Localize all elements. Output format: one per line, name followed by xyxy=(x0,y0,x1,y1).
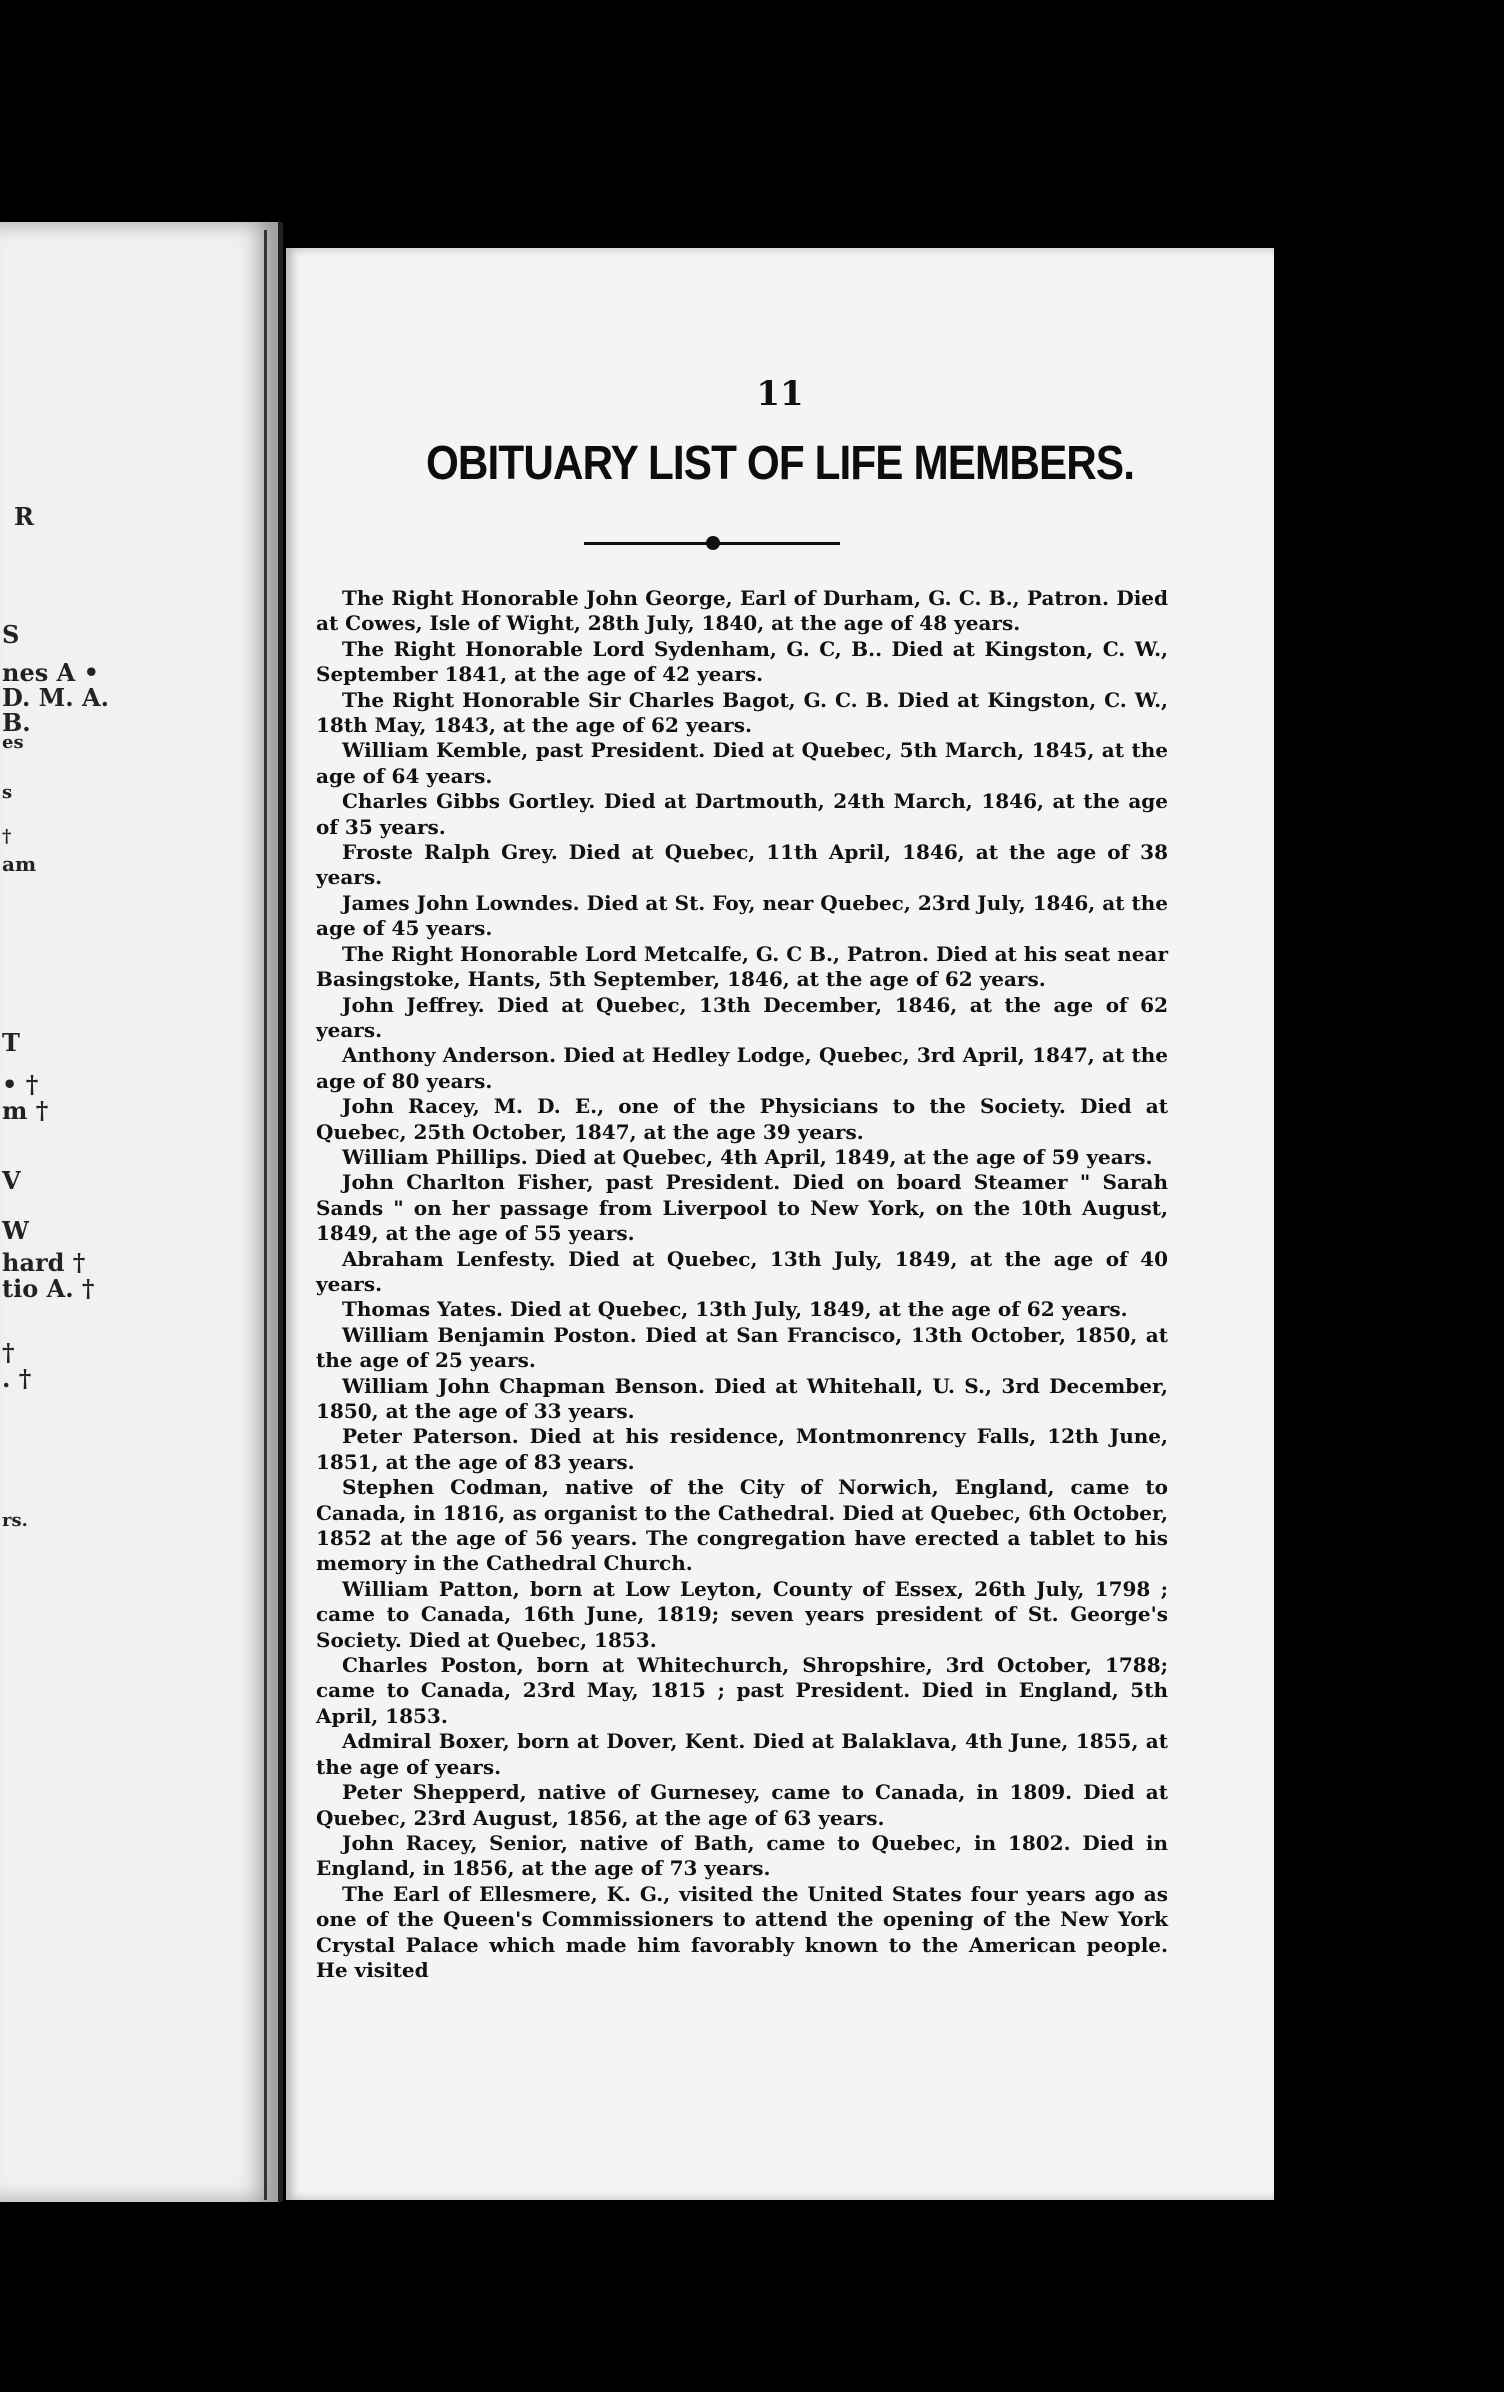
obituary-entry: The Earl of Ellesmere, K. G., visited the United States four years ago as one of the Queen's Commissioners to attend the opening of the New York Crystal Palace which made him favorably known to the American people. He visited xyxy=(316,1881,1168,1982)
left-fragment: am xyxy=(2,852,37,876)
obituary-entry: Charles Poston, born at Whitechurch, Shropshire, 3rd October, 1788; came to Canada, 23rd May, 1815 ; past President. Died in England, 5th April, 1853. xyxy=(316,1653,1168,1728)
left-fragment: es xyxy=(2,732,24,753)
left-fragment: m † xyxy=(2,1096,49,1125)
obituary-entry: John Charlton Fisher, past President. Died on board Steamer " Sarah Sands " on her passage from Liverpool to New York, on the 10th August, 1849, at the age of 55 years. xyxy=(316,1170,1168,1246)
left-fragment: R xyxy=(14,502,34,531)
left-fragment: nes A • xyxy=(2,658,99,687)
obituary-entry: Abraham Lenfesty. Died at Quebec, 13th July, 1849, at the age of 40 years. xyxy=(316,1246,1168,1296)
left-fragment: • † xyxy=(2,1070,39,1099)
left-fragment: hard † xyxy=(2,1248,86,1277)
obituary-entry: John Racey, Senior, native of Bath, came to Quebec, in 1802. Died in England, in 1856, at the age of 73 years. xyxy=(316,1830,1168,1881)
left-fragment: tio A. † xyxy=(2,1274,95,1303)
left-fragment: V xyxy=(2,1166,21,1195)
obituary-entry: Admiral Boxer, born at Dover, Kent. Died at Balaklava, 4th June, 1855, at the age of years. xyxy=(316,1729,1168,1779)
obituary-entry: William Phillips. Died at Quebec, 4th April, 1849, at the age of 59 years. xyxy=(342,1144,1153,1169)
obituary-entry: William Patton, born at Low Leyton, County of Essex, 26th July, 1798 ; came to Canada, 16th June, 1819; seven years president of St. George's Society. Died at Quebec, 1853. xyxy=(316,1576,1168,1652)
obituary-entry: Peter Paterson. Died at his residence, Montmonrency Falls, 12th June, 1851, at the age of 83 years. xyxy=(316,1424,1168,1474)
obituary-entry: Charles Gibbs Gortley. Died at Dartmouth, 24th March, 1846, at the age of 35 years. xyxy=(316,789,1168,839)
left-fragment: D. M. A. xyxy=(2,683,109,712)
gutter-line xyxy=(264,230,267,2200)
obituary-entry: The Right Honorable Lord Metcalfe, G. C B., Patron. Died at his seat near Basingstoke, Hants, 5th September, 1846, at the age of 62 years. xyxy=(316,941,1168,992)
divider-ornament xyxy=(706,536,720,550)
obituary-entry: William Kemble, past President. Died at Quebec, 5th March, 1845, at the age of 64 years. xyxy=(316,738,1168,788)
obituary-entry: James John Lowndes. Died at St. Foy, near Quebec, 23rd July, 1846, at the age of 45 years. xyxy=(316,890,1168,941)
obituary-entries xyxy=(316,586,1168,1983)
obituary-entry: The Right Honorable Sir Charles Bagot, G. C. B. Died at Kingston, C. W., 18th May, 1843, at the age of 62 years. xyxy=(316,687,1168,738)
left-fragment: rs. xyxy=(2,1510,28,1531)
left-fragment: s xyxy=(2,782,13,803)
obituary-entry: William John Chapman Benson. Died at Whitehall, U. S., 3rd December, 1850, at the age of 33 years. xyxy=(316,1373,1168,1423)
obituary-entry: Thomas Yates. Died at Quebec, 13th July, 1849, at the age of 62 years. xyxy=(342,1297,1128,1322)
book-page xyxy=(286,248,1274,2200)
obituary-entry: Peter Shepperd, native of Gurnesey, came to Canada, in 1809. Died at Quebec, 23rd August, 1856, at the age of 63 years. xyxy=(316,1780,1168,1830)
obituary-entry: The Right Honorable Lord Sydenham, G. C, B.. Died at Kingston, C. W., September 1841, at the age of 42 years. xyxy=(316,636,1168,687)
obituary-entry: William Benjamin Poston. Died at San Francisco, 13th October, 1850, at the age of 25 years. xyxy=(316,1322,1168,1373)
left-fragment: B. xyxy=(2,708,31,737)
left-fragment: S xyxy=(2,620,20,649)
obituary-entry: John Jeffrey. Died at Quebec, 13th December, 1846, at the age of 62 years. xyxy=(316,992,1168,1042)
obituary-entry: The Right Honorable John George, Earl of Durham, G. C. B., Patron. Died at Cowes, Isle of Wight, 28th July, 1840, at the age of 48 years. xyxy=(316,586,1168,636)
left-fragment: W xyxy=(2,1216,29,1245)
page-title: OBITUARY LIST OF LIFE MEMBERS. xyxy=(425,437,1135,490)
left-fragment: T xyxy=(2,1028,20,1057)
obituary-entry: Stephen Codman, native of the City of Norwich, England, came to Canada, in 1816, as organist to the Cathedral. Died at Quebec, 6th October, 1852 at the age of 56 years. The congregation have erected a tablet to his memory in the Cathedral Church. xyxy=(316,1475,1168,1576)
obituary-entry: Froste Ralph Grey. Died at Quebec, 11th April, 1846, at the age of 38 years. xyxy=(316,840,1168,890)
page-number: 11 xyxy=(756,374,804,414)
previous-page-fragment xyxy=(0,222,283,2202)
obituary-entry: Anthony Anderson. Died at Hedley Lodge, Quebec, 3rd April, 1847, at the age of 80 years. xyxy=(316,1043,1168,1093)
obituary-entry: John Racey, M. D. E., one of the Physicians to the Society. Died at Quebec, 25th October, 1847, at the age 39 years. xyxy=(316,1094,1168,1144)
left-fragment: † xyxy=(2,826,12,847)
left-fragment: . † xyxy=(2,1364,32,1393)
left-fragment: † xyxy=(2,1338,15,1367)
